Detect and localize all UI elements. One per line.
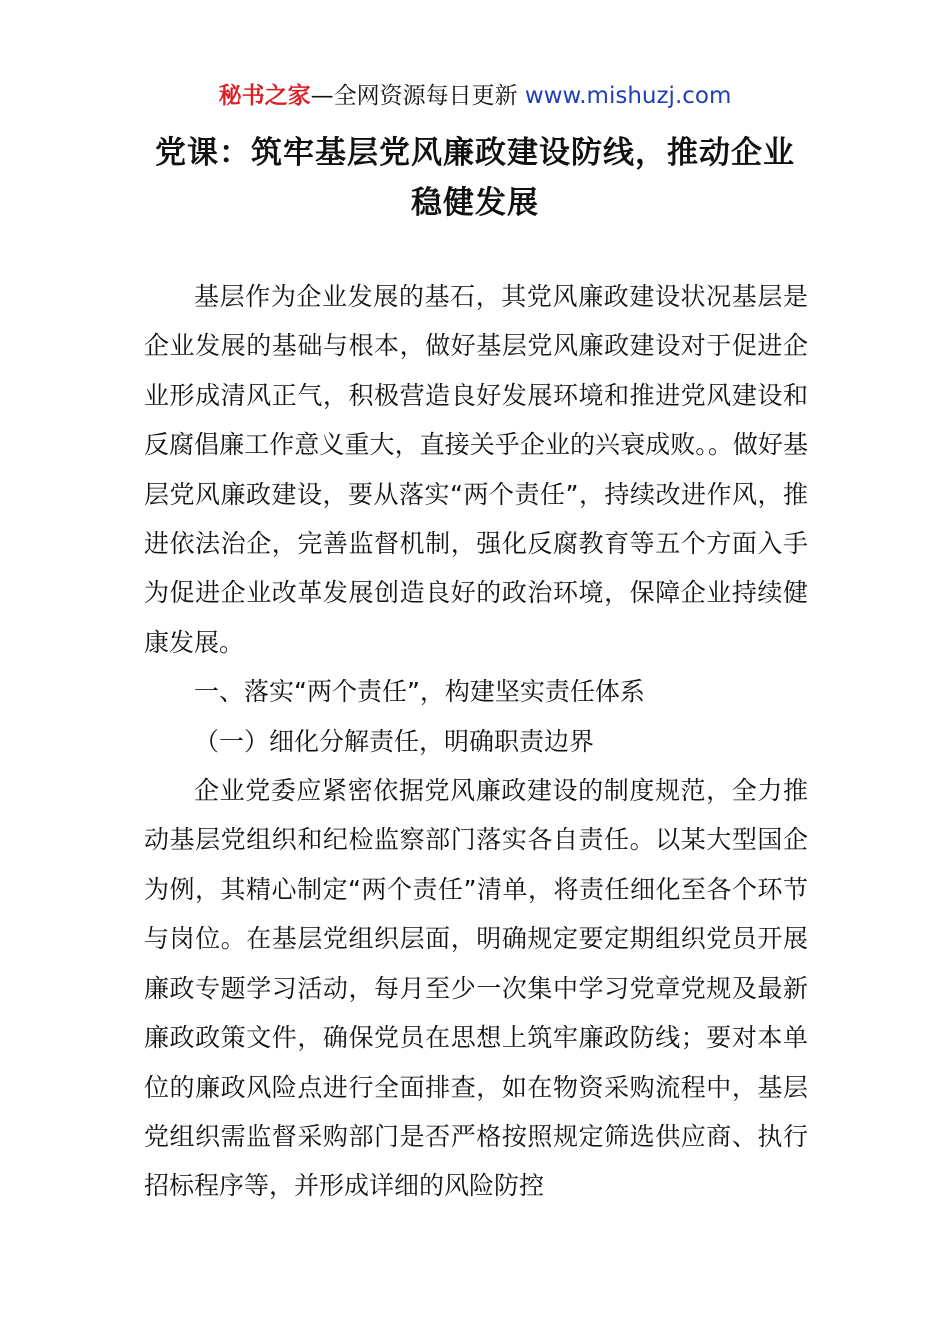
intro-paragraph: 基层作为企业发展的基石，其党风廉政建设状况基层是企业发展的基础与根本，做好基层党风廉政建设对于促进企业形成清风正气，积极营造良好发展环境和推进党风建设和反腐倡廉工作意义重大，直接关乎企业的兴衰成败。。做好基层党风廉政建设，要从落实“两个责任”，持续改进作风，推进依法治企，完善监督机制，强化反腐教育等五个方面入手为促进企业改革发展创造良好的政治环境，保障企业持续健康发展。 xyxy=(144,282,808,657)
site-brand: 秘书之家 xyxy=(218,83,311,109)
section-heading: 一、落实“两个责任”，构建坚实责任体系 xyxy=(194,677,645,707)
site-tagline: —全网资源每日更新 xyxy=(310,83,518,109)
subsection-heading: （一）细化分解责任，明确职责边界 xyxy=(194,726,595,756)
document-title: 党课：筑牢基层党风廉政建设防线，推动企业稳健发展 xyxy=(155,135,795,221)
body-paragraph: 企业党委应紧密依据党风廉政建设的制度规范，全力推动基层党组织和纪检监察部门落实各自责任。以某大型国企为例，其精心制定“两个责任”清单，将责任细化至各个环节与岗位。在基层党组织层面，明确规定要定期组织党员开展廉政专题学习活动，每月至少一次集中学习党章党规及最新廉政政策文件，确保党员在思想上筑牢廉政防线；要对本单位的廉政风险点进行全面排查，如在物资采购流程中，基层党组织需监督采购部门是否严格按照规定筛选供应商、执行招标程序等，并形成详细的风险防控 xyxy=(144,776,808,1201)
site-banner xyxy=(0,81,950,111)
site-url-link[interactable]: www.mishuzj.com xyxy=(524,83,732,109)
document-body xyxy=(144,272,808,1211)
